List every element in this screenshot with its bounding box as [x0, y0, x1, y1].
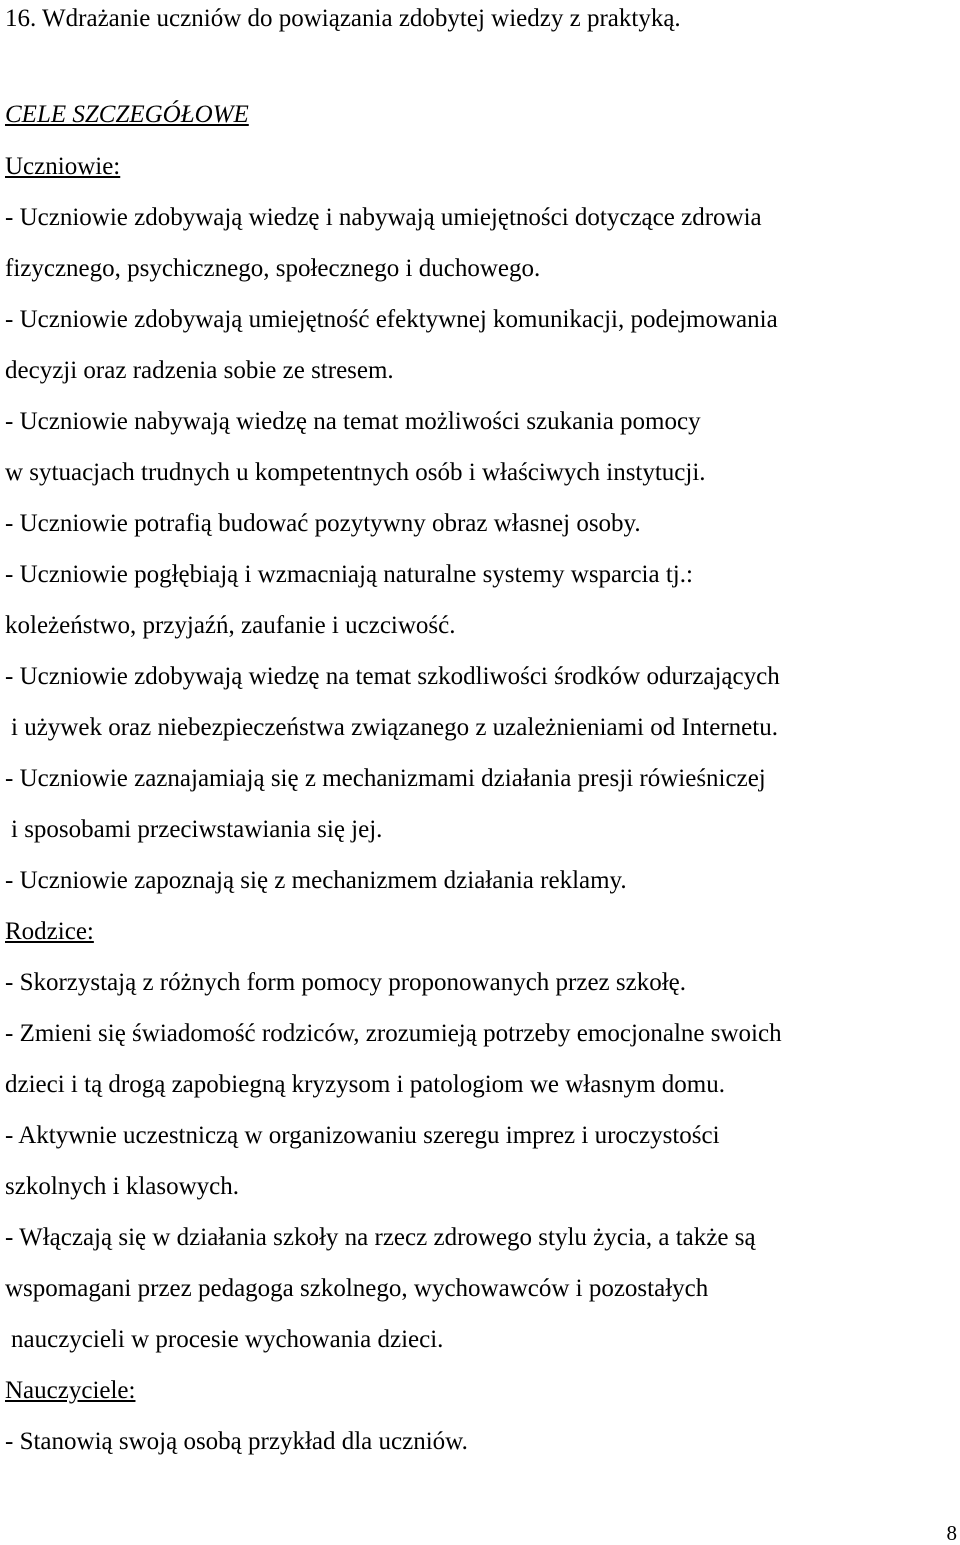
parents-line: nauczycieli w procesie wychowania dzieci. [11, 1326, 444, 1353]
students-line: decyzji oraz radzenia sobie ze stresem. [5, 357, 394, 384]
teachers-heading: Nauczyciele: [5, 1377, 136, 1404]
parents-line: - Zmieni się świadomość rodziców, zrozumieją potrzeby emocjonalne swoich [5, 1020, 782, 1047]
students-line: - Uczniowie potrafią budować pozytywny obraz własnej osoby. [5, 510, 641, 537]
parents-line: - Skorzystają z różnych form pomocy proponowanych przez szkołę. [5, 969, 687, 996]
students-line: koleżeństwo, przyjaźń, zaufanie i uczciwość. [5, 612, 456, 639]
students-line: - Uczniowie zdobywają wiedzę na temat szkodliwości środków odurzających [5, 663, 780, 690]
parents-line: wspomagani przez pedagoga szkolnego, wychowawców i pozostałych [5, 1275, 709, 1302]
students-line: - Uczniowie zaznajamiają się z mechanizmami działania presji rówieśniczej [5, 765, 766, 792]
students-line: i używek oraz niebezpieczeństwa związanego z uzależnieniami od Internetu. [11, 714, 778, 741]
page-number: 8 [946, 1521, 957, 1545]
students-line: fizycznego, psychicznego, społecznego i duchowego. [5, 255, 541, 282]
students-line: - Uczniowie pogłębiają i wzmacniają naturalne systemy wsparcia tj.: [5, 561, 693, 588]
students-heading: Uczniowie: [5, 153, 121, 180]
parents-line: - Włączają się w działania szkoły na rzecz zdrowego stylu życia, a także są [5, 1224, 756, 1251]
students-line: i sposobami przeciwstawiania się jej. [11, 816, 383, 843]
section-title: CELE SZCZEGÓŁOWE [5, 101, 249, 128]
students-line: - Uczniowie zdobywają wiedzę i nabywają umiejętności dotyczące zdrowia [5, 204, 762, 231]
students-line: - Uczniowie zdobywają umiejętność efektywnej komunikacji, podejmowania [5, 306, 778, 333]
students-line: - Uczniowie nabywają wiedzę na temat możliwości szukania pomocy [5, 408, 701, 435]
teachers-line: - Stanowią swoją osobą przykład dla uczniów. [5, 1428, 468, 1455]
students-line: w sytuacjach trudnych u kompetentnych osób i właściwych instytucji. [5, 459, 706, 486]
students-line: - Uczniowie zapoznają się z mechanizmem działania reklamy. [5, 867, 627, 894]
parents-line: dzieci i tą drogą zapobiegną kryzysom i patologiom we własnym domu. [5, 1071, 725, 1098]
parents-line: szkolnych i klasowych. [5, 1173, 239, 1200]
top-line: 16. Wdrażanie uczniów do powiązania zdobytej wiedzy z praktyką. [5, 5, 681, 32]
parents-line: - Aktywnie uczestniczą w organizowaniu szeregu imprez i uroczystości [5, 1122, 720, 1149]
parents-heading: Rodzice: [5, 918, 94, 945]
